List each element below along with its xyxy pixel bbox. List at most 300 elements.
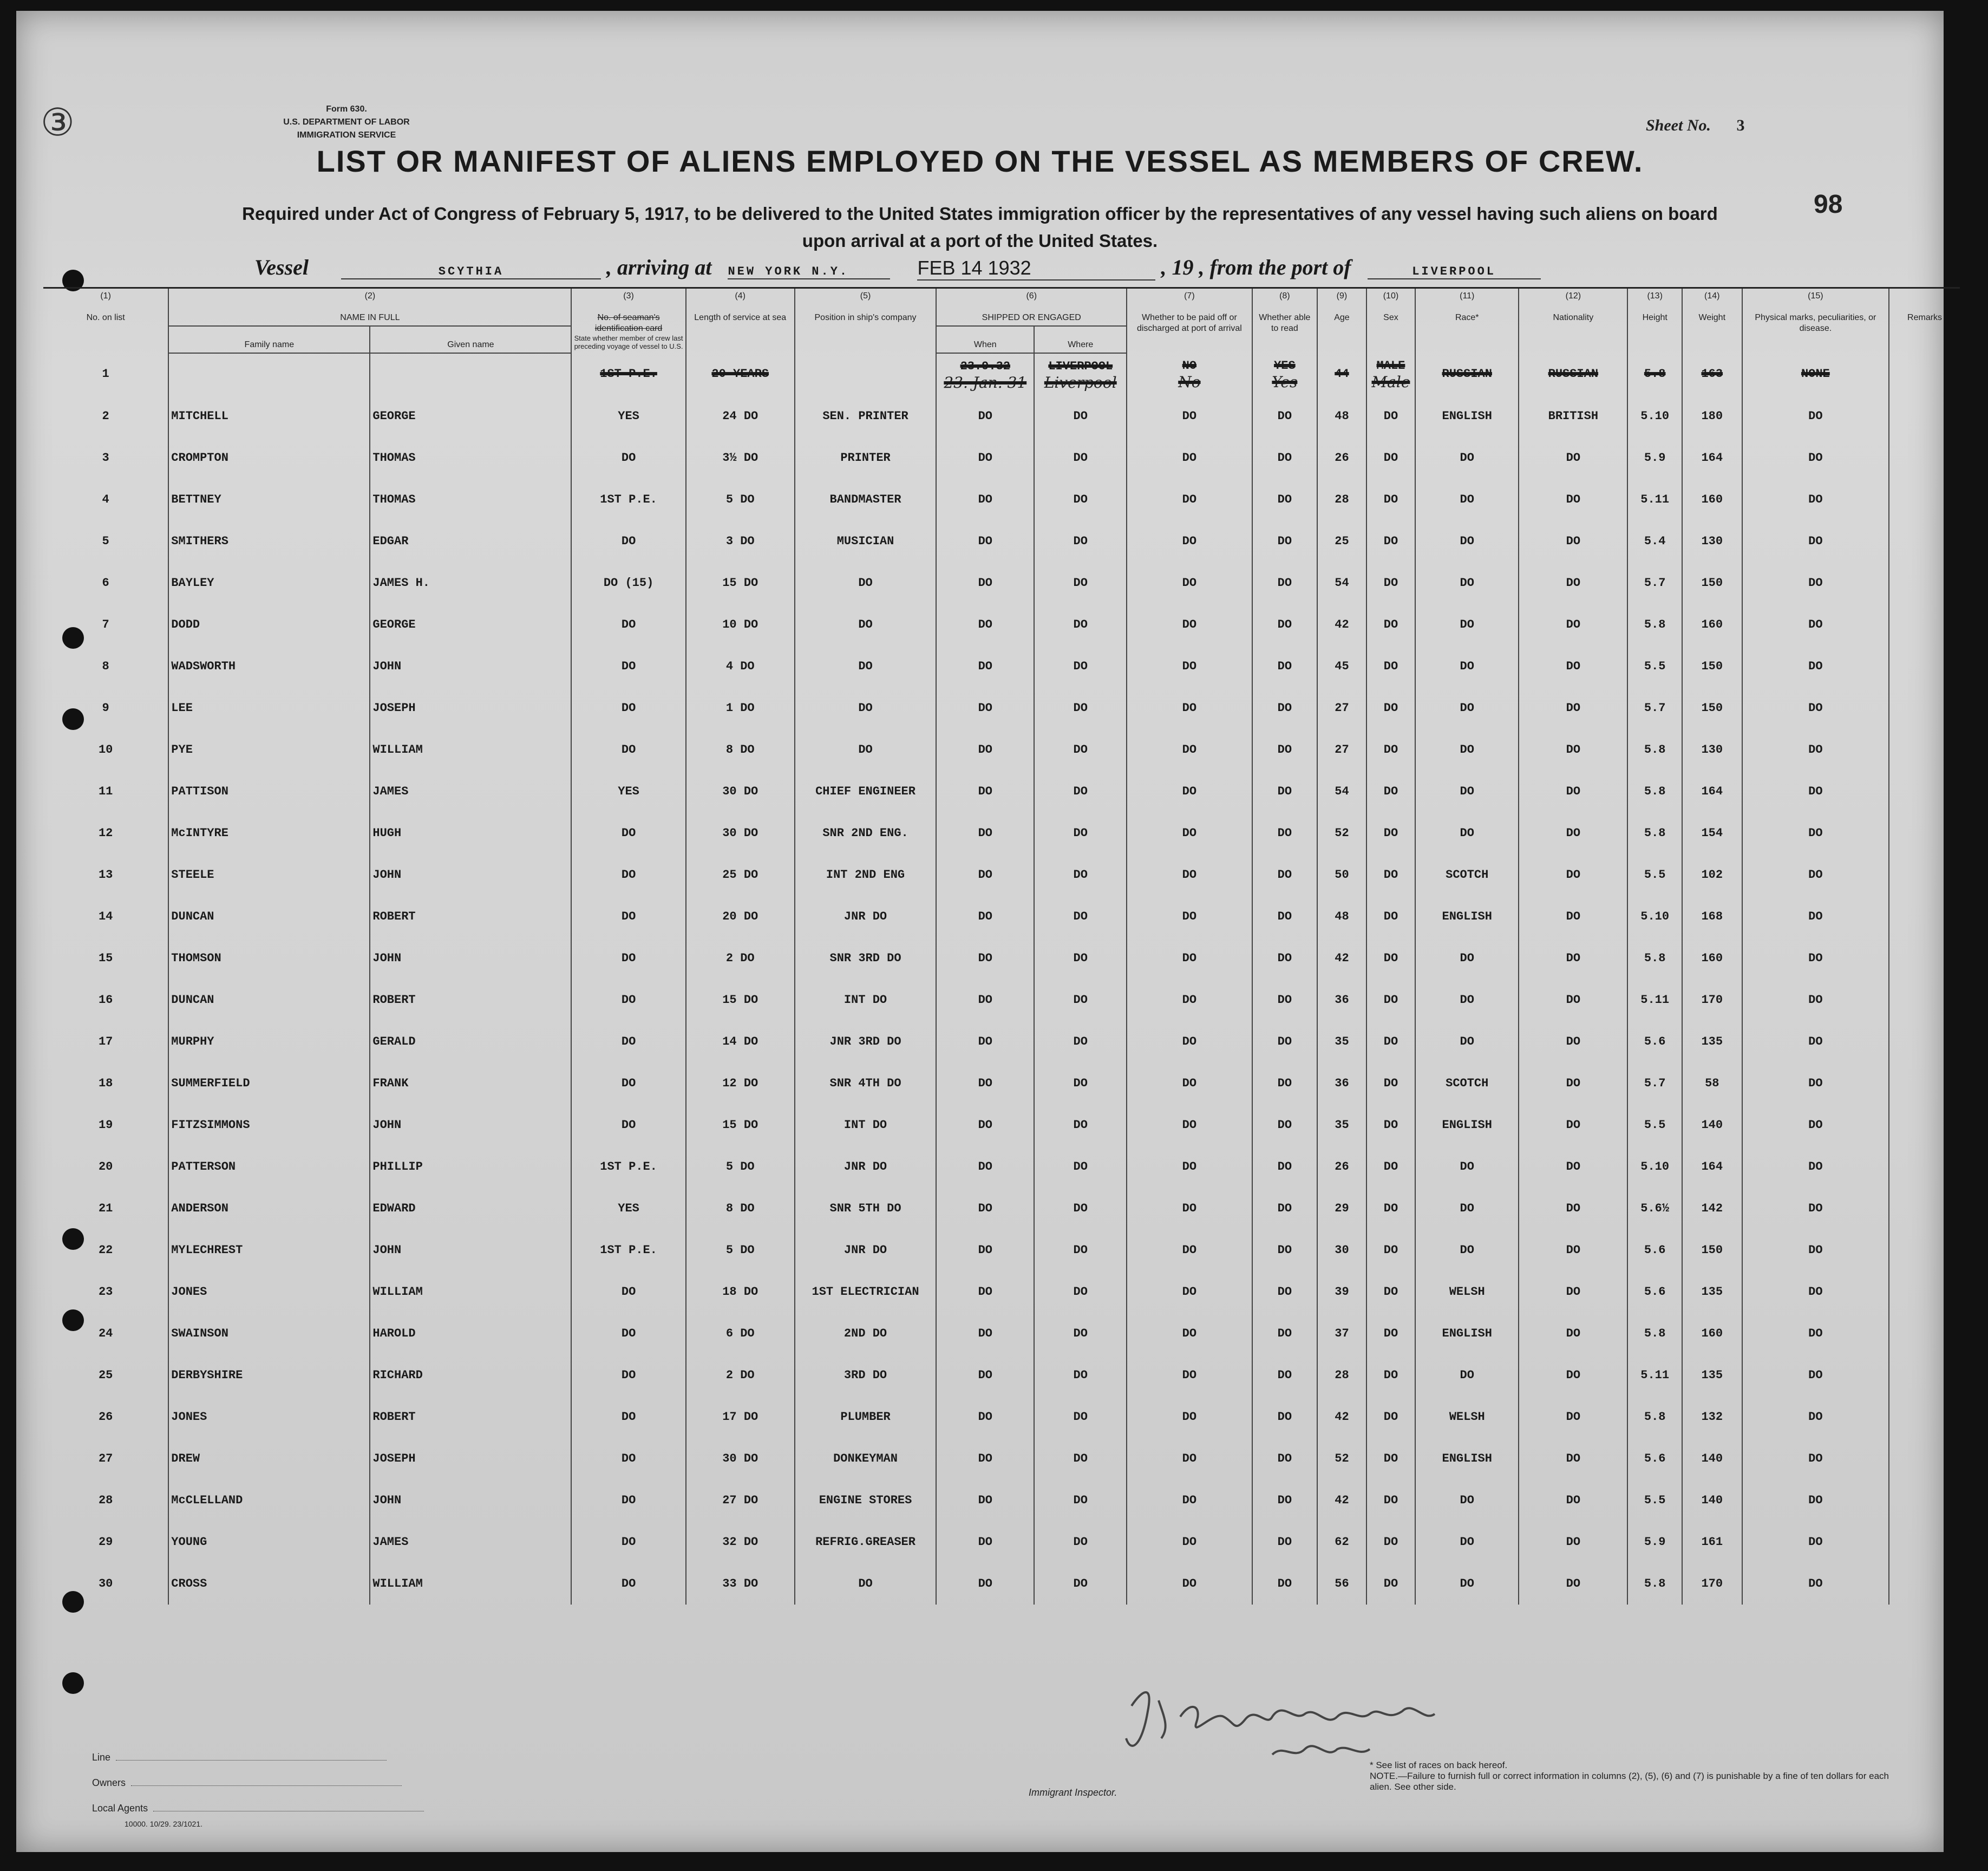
cell-length-of-service: 5 DO	[686, 1146, 795, 1188]
cell-family-name: BETTNEY	[168, 479, 370, 520]
form-header	[271, 103, 422, 142]
cell-family-name: YOUNG	[168, 1521, 370, 1563]
cell-nationality: DO	[1519, 937, 1627, 979]
cell-physical-marks: DO	[1742, 937, 1889, 979]
cell-race: ENGLISH	[1415, 1313, 1519, 1354]
cell-race: DO	[1415, 1229, 1519, 1271]
cell-age: 42	[1317, 1479, 1366, 1521]
cell-shipped-when: DO	[936, 1104, 1034, 1146]
cell-physical-marks: DO	[1742, 1479, 1889, 1521]
cell-shipped-when: DO	[936, 854, 1034, 896]
handwritten-correction: 23. Jan. 31	[944, 373, 1027, 392]
cell-shipped-when: DO	[936, 979, 1034, 1021]
cell-nationality: DO	[1519, 1104, 1627, 1146]
cell-remarks	[1889, 1521, 1960, 1563]
cell-sex: DO	[1366, 1229, 1416, 1271]
cell-family-name: PYE	[168, 729, 370, 771]
cell-physical-marks: DO	[1742, 1354, 1889, 1396]
cell-sex: DO	[1366, 812, 1416, 854]
cell-able-to-read: DO	[1252, 1313, 1318, 1354]
cell-length-of-service: 14 DO	[686, 1021, 795, 1062]
cell-shipped-where: DO	[1034, 1563, 1127, 1605]
col-number-9: (9)	[1336, 291, 1348, 301]
footer-owners-label: Owners	[92, 1777, 126, 1788]
cell-able-to-read: DO	[1252, 437, 1318, 479]
table-row	[43, 1146, 1960, 1188]
cell-remarks	[1889, 1438, 1960, 1479]
cell-shipped-where: DO	[1034, 1104, 1127, 1146]
footer-line-label: Line	[92, 1752, 111, 1763]
cell-sex: DO	[1366, 1271, 1416, 1313]
manifest-rows	[43, 353, 1960, 1605]
cell-able-to-read: DO	[1252, 1104, 1318, 1146]
cell-able-to-read: DO	[1252, 1396, 1318, 1438]
cell-able-to-read: DO	[1252, 896, 1318, 937]
cell-position: DO	[795, 604, 936, 646]
cell-remarks	[1889, 854, 1960, 896]
cell-able-to-read: DO	[1252, 395, 1318, 437]
cell-sex: DO	[1366, 1146, 1416, 1188]
cell-weight: 164	[1682, 771, 1742, 812]
cell-able-to-read: DO	[1252, 1438, 1318, 1479]
cell-nationality: DO	[1519, 479, 1627, 520]
cell-physical-marks: DO	[1742, 1104, 1889, 1146]
cell-race: ENGLISH	[1415, 896, 1519, 937]
cell-height: 5.8	[1627, 771, 1682, 812]
cell-row-number: 27	[98, 1452, 113, 1465]
col-label-no: No. on list	[86, 313, 125, 322]
cell-position: 2ND DO	[795, 1313, 936, 1354]
cell-row-number: 16	[98, 993, 113, 1007]
cell-row-number: 17	[98, 1035, 113, 1048]
cell-previous-voyage: YES	[571, 395, 685, 437]
cell-shipped-when: DO	[936, 646, 1034, 687]
cell-family-name: McCLELLAND	[168, 1479, 370, 1521]
cell-length-of-service: 30 DO	[686, 1438, 795, 1479]
cell-paid-off: DO	[1127, 1188, 1252, 1229]
cell-race: DO	[1415, 771, 1519, 812]
signature-text: J.R. Montgomery	[1142, 1722, 1147, 1723]
cell-weight: 58	[1682, 1062, 1742, 1104]
cell-family-name: BAYLEY	[168, 562, 370, 604]
table-row	[43, 812, 1960, 854]
cell-age: 48	[1317, 395, 1366, 437]
cell-previous-voyage: DO	[571, 1062, 685, 1104]
cell-able-to-read: DO	[1252, 646, 1318, 687]
cell-family-name: McINTYRE	[168, 812, 370, 854]
cell-previous-voyage: DO	[571, 1354, 685, 1396]
cell-paid-off: DO	[1127, 1479, 1252, 1521]
cell-previous-voyage: YES	[571, 1188, 685, 1229]
cell-previous-voyage: DO	[571, 812, 685, 854]
cell-paid-off: DO	[1127, 687, 1252, 729]
cell-remarks	[1889, 646, 1960, 687]
cell-sex: DO	[1366, 1313, 1416, 1354]
cell-paid-off: DO	[1127, 937, 1252, 979]
cell-age: 52	[1317, 812, 1366, 854]
cell-height: 5.10	[1627, 395, 1682, 437]
cell-able-to-read: DO	[1252, 937, 1318, 979]
cell-height: 5.4	[1627, 520, 1682, 562]
cell-shipped-where: DO	[1034, 1021, 1127, 1062]
cell-shipped-when: DO	[936, 604, 1034, 646]
arrival-port: NEW YORK N.Y.	[728, 265, 890, 279]
table-row	[43, 1396, 1960, 1438]
cell-position: 3RD DO	[795, 1354, 936, 1396]
cell-race: DO	[1415, 562, 1519, 604]
cell-length-of-service: 5 DO	[686, 479, 795, 520]
cell-previous-voyage: DO	[571, 520, 685, 562]
cell-weight: 168	[1682, 896, 1742, 937]
cell-age: 45	[1317, 646, 1366, 687]
cell-paid-off: DO	[1127, 979, 1252, 1021]
cell-age: 62	[1317, 1521, 1366, 1563]
cell-race: DO	[1415, 1188, 1519, 1229]
table-row	[43, 1479, 1960, 1521]
cell-age: 29	[1317, 1188, 1366, 1229]
col-number-6: (6)	[1026, 291, 1037, 301]
cell-race: DO	[1415, 729, 1519, 771]
cell-race: DO	[1415, 979, 1519, 1021]
cell-sex: DO	[1366, 646, 1416, 687]
cell-age: 50	[1317, 854, 1366, 896]
cell-able-to-read: DO	[1252, 687, 1318, 729]
cell-remarks	[1889, 604, 1960, 646]
vessel-line	[254, 255, 1541, 281]
cell-shipped-when: DO	[936, 812, 1034, 854]
arrival-date-stamp: FEB 14 1932	[917, 257, 1155, 281]
cell-physical-marks: DO	[1742, 479, 1889, 520]
cell-sex: DO	[1366, 687, 1416, 729]
cell-race: DO	[1415, 1146, 1519, 1188]
cell-previous-voyage: DO	[571, 854, 685, 896]
col-label-read: Whether able to read	[1259, 313, 1311, 333]
col-header-read	[1252, 289, 1318, 353]
cell-shipped-where: DO	[1034, 896, 1127, 937]
table-row	[43, 896, 1960, 937]
cell-position: SEN. PRINTER	[795, 395, 936, 437]
cell-family-name: DODD	[168, 604, 370, 646]
cell-previous-voyage: DO	[571, 1271, 685, 1313]
cell-position: PRINTER	[795, 437, 936, 479]
cell-length-of-service: 1 DO	[686, 687, 795, 729]
cell-race: DO	[1415, 1479, 1519, 1521]
cell-previous-voyage: DO	[571, 604, 685, 646]
sheet-number-value: 3	[1736, 116, 1745, 134]
cell-weight: 142	[1682, 1188, 1742, 1229]
cell-race: DO	[1415, 1563, 1519, 1605]
cell-family-name: DUNCAN	[168, 979, 370, 1021]
col-number-11: (11)	[1460, 291, 1475, 301]
cell-race: WELSH	[1415, 1271, 1519, 1313]
cell-race: DO	[1415, 1521, 1519, 1563]
table-row	[43, 1354, 1960, 1396]
col-label-race: Race*	[1455, 313, 1479, 322]
cell-family-name: CROMPTON	[168, 437, 370, 479]
cell-remarks	[1889, 1396, 1960, 1438]
cell-family-name: WADSWORTH	[168, 646, 370, 687]
table-row	[43, 646, 1960, 687]
col-header-sex	[1366, 289, 1416, 353]
cell-position: INT DO	[795, 979, 936, 1021]
cell-age: 35	[1317, 1104, 1366, 1146]
cell-family-name: DREW	[168, 1438, 370, 1479]
cell-given-name: JOHN	[370, 646, 571, 687]
manifest-sheet	[16, 11, 1944, 1852]
cell-race: DO	[1415, 604, 1519, 646]
cell-physical-marks: DO	[1742, 1062, 1889, 1104]
cell-shipped-when: DO	[936, 687, 1034, 729]
cell-nationality: DO	[1519, 1563, 1627, 1605]
table-row	[43, 395, 1960, 437]
cell-remarks	[1889, 562, 1960, 604]
cell-given-name: JAMES H.	[370, 562, 571, 604]
cell-physical-marks: DO	[1742, 687, 1889, 729]
col-header-id-card	[571, 289, 685, 353]
cell-height: 5.10	[1627, 896, 1682, 937]
cell-shipped-where: DO	[1034, 1146, 1127, 1188]
col-label-nationality: Nationality	[1553, 313, 1594, 322]
cell-given-name: FRANK	[370, 1062, 571, 1104]
cell-race: DO	[1415, 479, 1519, 520]
cell-weight: 135	[1682, 1021, 1742, 1062]
cell-weight: 102	[1682, 854, 1742, 896]
cell-length-of-service: 20 YEARS	[686, 353, 795, 395]
col-label-sex: Sex	[1383, 313, 1398, 322]
cell-height: 5.11	[1627, 1354, 1682, 1396]
footer-owners-blank	[131, 1785, 402, 1786]
cell-weight: 160	[1682, 604, 1742, 646]
col-number-12: (12)	[1565, 291, 1581, 301]
table-row	[43, 854, 1960, 896]
cell-sex: DO	[1366, 1396, 1416, 1438]
cell-weight: 140	[1682, 1479, 1742, 1521]
cell-row-number: 15	[98, 951, 113, 965]
cell-remarks	[1889, 1146, 1960, 1188]
cell-able-to-read: DO	[1252, 1521, 1318, 1563]
cell-able-to-read: DO	[1252, 562, 1318, 604]
cell-previous-voyage: DO	[571, 1396, 685, 1438]
col-label-service: Length of service at sea	[694, 313, 787, 322]
cell-paid-off: DO	[1127, 1396, 1252, 1438]
col-number-15: (15)	[1808, 291, 1823, 301]
cell-row-number: 14	[98, 910, 113, 923]
cell-physical-marks: DO	[1742, 1396, 1889, 1438]
cell-length-of-service: 20 DO	[686, 896, 795, 937]
cell-length-of-service: 6 DO	[686, 1313, 795, 1354]
cell-remarks	[1889, 771, 1960, 812]
table-row	[43, 687, 1960, 729]
cell-sex: DO	[1366, 771, 1416, 812]
cell-length-of-service: 12 DO	[686, 1062, 795, 1104]
cell-position: DO	[795, 1563, 936, 1605]
cell-shipped-where: DO	[1034, 729, 1127, 771]
cell-height: 5.6	[1627, 1438, 1682, 1479]
cell-position: ENGINE STORES	[795, 1479, 936, 1521]
cell-shipped-when: DO	[936, 437, 1034, 479]
cell-paid-off: DO	[1127, 854, 1252, 896]
cell-position: MUSICIAN	[795, 520, 936, 562]
cell-nationality: DO	[1519, 1313, 1627, 1354]
cell-paid-off: DO	[1127, 1229, 1252, 1271]
cell-shipped-where: LIVERPOOL Liverpool	[1034, 353, 1127, 395]
col-number-14: (14)	[1704, 291, 1720, 301]
cell-position: BANDMASTER	[795, 479, 936, 520]
cell-paid-off: DO	[1127, 437, 1252, 479]
cell-family-name: SMITHERS	[168, 520, 370, 562]
cell-able-to-read: DO	[1252, 604, 1318, 646]
cell-previous-voyage: DO	[571, 979, 685, 1021]
cell-height: 5.7	[1627, 562, 1682, 604]
cell-height: 5.5	[1627, 1104, 1682, 1146]
col-number-13: (13)	[1647, 291, 1663, 301]
cell-shipped-where: DO	[1034, 562, 1127, 604]
cell-weight: 170	[1682, 979, 1742, 1021]
cell-able-to-read: DO	[1252, 854, 1318, 896]
cell-paid-off: DO	[1127, 1521, 1252, 1563]
cell-remarks	[1889, 1229, 1960, 1271]
footer-note-races: * See list of races on back hereof.	[1370, 1760, 1508, 1770]
cell-row-number: 4	[102, 493, 109, 506]
cell-position: JNR DO	[795, 1146, 936, 1188]
cell-physical-marks: NONE	[1742, 353, 1889, 395]
cell-age: 52	[1317, 1438, 1366, 1479]
col-number-5: (5)	[860, 291, 871, 301]
cell-able-to-read: DO	[1252, 520, 1318, 562]
cell-given-name: PHILLIP	[370, 1146, 571, 1188]
col-label-name: NAME IN FULL	[340, 313, 400, 322]
cell-row-number: 8	[102, 660, 109, 673]
cell-race: SCOTCH	[1415, 1062, 1519, 1104]
cell-age: 44	[1317, 353, 1366, 395]
table-row	[43, 1104, 1960, 1146]
vessel-label: Vessel	[254, 255, 309, 279]
cell-shipped-where: DO	[1034, 395, 1127, 437]
cell-position: SNR 2ND ENG.	[795, 812, 936, 854]
cell-shipped-where: DO	[1034, 1229, 1127, 1271]
cell-paid-off: NO No	[1127, 353, 1252, 395]
cell-nationality: DO	[1519, 1521, 1627, 1563]
cell-nationality: BRITISH	[1519, 395, 1627, 437]
col-header-paid-off	[1127, 289, 1252, 353]
cell-row-number: 7	[102, 618, 109, 631]
cell-given-name: JOSEPH	[370, 1438, 571, 1479]
cell-length-of-service: 3½ DO	[686, 437, 795, 479]
cell-length-of-service: 3 DO	[686, 520, 795, 562]
cell-given-name: WILLIAM	[370, 1271, 571, 1313]
cell-position: DO	[795, 687, 936, 729]
col-label-shipped: SHIPPED OR ENGAGED	[982, 313, 1081, 322]
table-row	[43, 1271, 1960, 1313]
cell-height: 5.8	[1627, 1563, 1682, 1605]
cell-able-to-read: DO	[1252, 479, 1318, 520]
cell-sex: DO	[1366, 854, 1416, 896]
cell-length-of-service: 32 DO	[686, 1521, 795, 1563]
cell-race: DO	[1415, 687, 1519, 729]
cell-length-of-service: 2 DO	[686, 1354, 795, 1396]
cell-age: 25	[1317, 520, 1366, 562]
cell-age: 26	[1317, 1146, 1366, 1188]
cell-nationality: DO	[1519, 1188, 1627, 1229]
cell-shipped-when: DO	[936, 1062, 1034, 1104]
cell-row-number: 28	[98, 1494, 113, 1507]
cell-physical-marks: DO	[1742, 979, 1889, 1021]
cell-nationality: DO	[1519, 1354, 1627, 1396]
col-label-remarks: Remarks	[1907, 313, 1943, 322]
cell-shipped-where: DO	[1034, 1354, 1127, 1396]
cell-given-name: WILLIAM	[370, 1563, 571, 1605]
cell-able-to-read: DO	[1252, 1062, 1318, 1104]
col-label-position: Position in ship's company	[814, 313, 917, 322]
table-row	[43, 604, 1960, 646]
cell-paid-off: DO	[1127, 646, 1252, 687]
cell-remarks	[1889, 353, 1960, 395]
handwritten-correction: Male	[1371, 373, 1410, 391]
cell-age: 35	[1317, 1021, 1366, 1062]
departure-port: LIVERPOOL	[1368, 265, 1541, 279]
cell-remarks	[1889, 1271, 1960, 1313]
cell-race: SCOTCH	[1415, 854, 1519, 896]
cell-paid-off: DO	[1127, 520, 1252, 562]
cell-remarks	[1889, 1021, 1960, 1062]
cell-nationality: DO	[1519, 896, 1627, 937]
cell-paid-off: DO	[1127, 771, 1252, 812]
cell-shipped-where: DO	[1034, 646, 1127, 687]
cell-shipped-where: DO	[1034, 1479, 1127, 1521]
cell-row-number: 10	[98, 743, 113, 757]
cell-remarks	[1889, 979, 1960, 1021]
col-header-weight	[1682, 289, 1742, 353]
cell-sex: DO	[1366, 979, 1416, 1021]
cell-family-name: MITCHELL	[168, 395, 370, 437]
cell-height: 5.8	[1627, 1313, 1682, 1354]
cell-physical-marks: DO	[1742, 1188, 1889, 1229]
cell-given-name: RICHARD	[370, 1354, 571, 1396]
footer-line-field	[92, 1752, 387, 1763]
cell-family-name: LEE	[168, 687, 370, 729]
cell-given-name: GERALD	[370, 1021, 571, 1062]
table-row	[43, 479, 1960, 520]
cell-height: 5.5	[1627, 646, 1682, 687]
col-header-race	[1415, 289, 1519, 353]
cell-previous-voyage: DO	[571, 437, 685, 479]
cell-position: DO	[795, 646, 936, 687]
cell-weight: 150	[1682, 562, 1742, 604]
cell-shipped-where: DO	[1034, 1188, 1127, 1229]
cell-row-number: 12	[98, 826, 113, 840]
cell-height: 5.8	[1627, 604, 1682, 646]
col-label-marks: Physical marks, peculiarities, or disease.	[1755, 313, 1876, 333]
cell-physical-marks: DO	[1742, 1313, 1889, 1354]
cell-remarks	[1889, 395, 1960, 437]
cell-sex: DO	[1366, 937, 1416, 979]
cell-paid-off: DO	[1127, 1104, 1252, 1146]
handwritten-correction: Liverpool	[1044, 373, 1117, 392]
cell-nationality: DO	[1519, 729, 1627, 771]
cell-family-name: THOMSON	[168, 937, 370, 979]
footer-agents-label: Local Agents	[92, 1803, 148, 1814]
cell-paid-off: DO	[1127, 1563, 1252, 1605]
cell-age: 39	[1317, 1271, 1366, 1313]
cell-nationality: DO	[1519, 1396, 1627, 1438]
cell-race: ENGLISH	[1415, 395, 1519, 437]
cell-weight: 150	[1682, 646, 1742, 687]
cell-paid-off: DO	[1127, 1062, 1252, 1104]
cell-given-name: JOSEPH	[370, 687, 571, 729]
cell-race: DO	[1415, 520, 1519, 562]
cell-sex: DO	[1366, 1563, 1416, 1605]
col-label-paid-off: Whether to be paid off or discharged at port of arrival	[1136, 313, 1242, 333]
